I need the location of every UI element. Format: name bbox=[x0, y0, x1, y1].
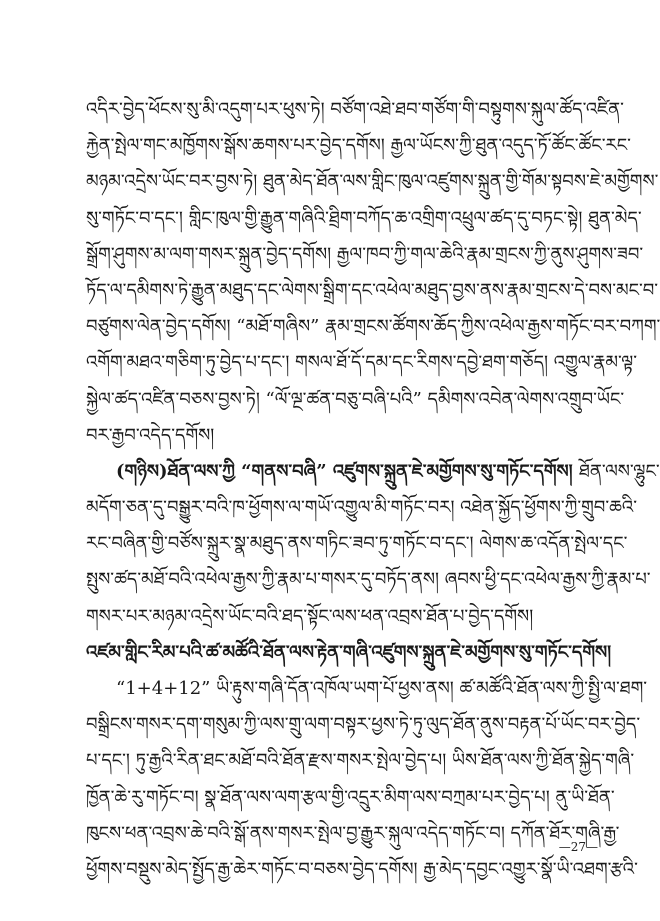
text-line: སྐྱེལ་ཚད་འཛིན་བཅས་བྱས་ཏེ། “ལོ་ལྔ་ཚན་བཅུ་བཞི་པའི” དམིགས་འབེན་ལེགས་འགྲུབ་ཡོང་ bbox=[86, 388, 625, 410]
page-number: —27— bbox=[558, 840, 598, 854]
text-line: ཁུངས་ཕན་འབྲས་ཆེ་བའི་སྒོ་ནས་གསར་སྤེལ་བྱ་རྒྱུར་སྐུལ་འདེད་གཏོང་བ། དཀོན་ཐོར་གཞི་རྒྱ་ bbox=[86, 822, 620, 844]
text-line: རྐྱེན་སྤེལ་གང་མཁྱོགས་སྒོས་ཆགས་པར་བྱེད་དགོས། རྒྱལ་ཡོངས་ཀྱི་ཐུན་འདུད་ཏོ་ཚོང་ཚོང་རང་ bbox=[86, 135, 631, 157]
section-2-first-text: ཐོན་ལས་ལྷུང་ bbox=[578, 460, 660, 482]
section-2-body bbox=[86, 490, 651, 635]
paragraph-1 bbox=[86, 92, 660, 454]
text-line: འདིར་བྱེད་ཕོངས་སུ་མི་འདུག་པར་ཕུས་ཏེ། བཙོག་འཐེ་ཐབ་གཙོག་གི་བསྟུགས་སྐུལ་ཚོད་འཛིན་ bbox=[86, 99, 624, 120]
text-line: འགོག་མཐའ་གཅིག་ཏུ་བྱེད་པ་དང་། གསལ་ཐོ་དོ་དམ་དང་རིགས་དབྱེ་ཐག་གཅོད། འགྱུལ་རྣམ་ལྟ་ bbox=[86, 352, 638, 374]
section-2-heading-line bbox=[86, 454, 660, 490]
text-line: སྒྲོག་ཤུགས་མ་ལག་གསར་སྐྲུན་བྱེད་དགོས། རྒྱལ་ཁབ་ཀྱི་གལ་ཆེའི་རྣམ་གྲངས་ཀྱི་ནུས་ཤུགས་ཟབ་ bbox=[86, 243, 644, 265]
text-line: པ་དང་། ཏུ་རྒྱའི་རིན་ཐང་མཐོ་བའི་ཐོན་རྫས་གསར་སྤེལ་བྱེད་པ། ཡིས་ཐོན་ལས་ཀྱི་ཐོན་སྐྱེད་གཞི་ bbox=[86, 750, 635, 772]
text-line: སྤུས་ཚད་མཐོ་བའི་འཕེལ་རྒྱས་ཀྱི་རྣམ་པ་གསར་དུ་བཏོད་ནས། ཞབས་ཕྱི་དང་འཕེལ་རྒྱས་ཀྱི་རྣམ་པ་ bbox=[86, 569, 651, 591]
text-line: ཏོད་ལ་དམིགས་ཏེ་རྒྱུན་མཐུད་དང་ལེགས་སྒྲིག་དང་འཕེལ་མཐུད་བྱས་ནས་རྣམ་གྲངས་དེ་བས་མང་བ་ bbox=[86, 279, 659, 301]
text-line: བསྒྲིངས་གསར་དག་གསུམ་ཀྱི་ལས་གྲུ་ལག་བསྟར་ཕྱས་ཏེ་ཏུ་ལུད་ཐོན་ནུས་བརྟན་པོ་ཡོང་བར་བྱེད་ bbox=[86, 714, 641, 736]
text-line: གསར་པར་མཉམ་འདྲེས་ཡོང་བའི་ཐད་སྟོང་ལས་ཕན་འབྲས་ཐོན་པ་བྱེད་དགོས། bbox=[86, 605, 534, 627]
text-line: ཕྱོགས་བསྡུས་མེད་སྤྱོད་རྒྱ་ཆེར་གཏོང་བ་བཅས་བྱེད་དགོས། རྒྱ་མེད་དབྱང་འགྱུར་སྣོ་ཡི་འཐག་རྩའི་ bbox=[86, 858, 638, 880]
section-2-heading: (གཉིས)ཐོན་ལས་ཀྱི “གནས་བཞི” འཛུགས་སྐྲུན་ཇེ་མགྱོགས་སུ་གཏོང་དགོས། bbox=[116, 460, 573, 482]
section-3-heading: འཛམ་གླིང་རིམ་པའི་ཚ་མཚོའི་ཐོན་ལས་རྟེན་གཞི་འཛུགས་སྐྲུན་ཇེ་མགྱོགས་སུ་གཏོང་དགོས། bbox=[86, 641, 612, 663]
text-line: བར་རྒྱབ་འདེད་དགོས། bbox=[86, 424, 215, 446]
text-column bbox=[86, 92, 660, 888]
text-line: བཙུགས་ལེན་བྱེད་དགོས། “མཐོ་གཞིས” རྣམ་གྲངས་ཚོགས་ཆོད་ཀྱིས་འཕེལ་རྒྱས་གཏོང་བར་བཀག་ bbox=[86, 316, 660, 338]
text-line: མདོག་ཅན་དུ་བསྒྱུར་བའི་ཁ་ཕྱོགས་ལ་གཡོ་འགྱུལ་མི་གཏོང་བར། འཐེན་སྐྱོད་ཕྱོགས་ཀྱི་གྲུབ་ཆའི་ bbox=[86, 497, 638, 519]
text-line: རང་བཞིན་གྱི་བཙོས་སྐྲུར་སྣ་མཐུད་ནས་གཏིང་ཟབ་ཏུ་གཏོང་བ་དང་། ལེགས་ཆ་འདོན་སྤེལ་དང་ bbox=[86, 533, 628, 555]
text-line: ཁྱོན་ཆེ་རུ་གཏོང་བ། སྣ་ཐོན་ལས་ལག་རྩལ་གྱི་འདྲུར་མིག་ལས་བཀྲམ་པར་བྱེད་པ། ནུ་ཡི་ཐོན་ bbox=[86, 786, 615, 808]
text-line: མཉམ་འདྲེས་ཡོང་བར་བྱས་ཏེ། ཐུན་མེད་ཐོན་ལས་གླིང་ཁུལ་འཛུགས་སྐྲུན་གྱི་གོམ་སྟབས་ཇེ་མགྱོགས་ bbox=[86, 171, 659, 193]
section-3-body bbox=[86, 671, 648, 888]
text-line: སུ་གཏོང་བ་དང་། གླིང་ཁུལ་གྱི་རྒྱུན་གཞིའི་ཐྲིག་བཀོད་ཆ་འགྲིག་འཕྲུལ་ཚད་དུ་བཏང་སྟེ། ཐུན་མེད་ bbox=[86, 207, 642, 229]
text-line: “1+4+12” ཡི་རྟུས་གཞི་དོན་འཁོལ་ཡག་པོ་ཕྱས་ནས། ཚ་མཚོའི་ཐོན་ལས་ཀྱི་སྤྱི་ལ་ཐག་ bbox=[116, 678, 648, 699]
